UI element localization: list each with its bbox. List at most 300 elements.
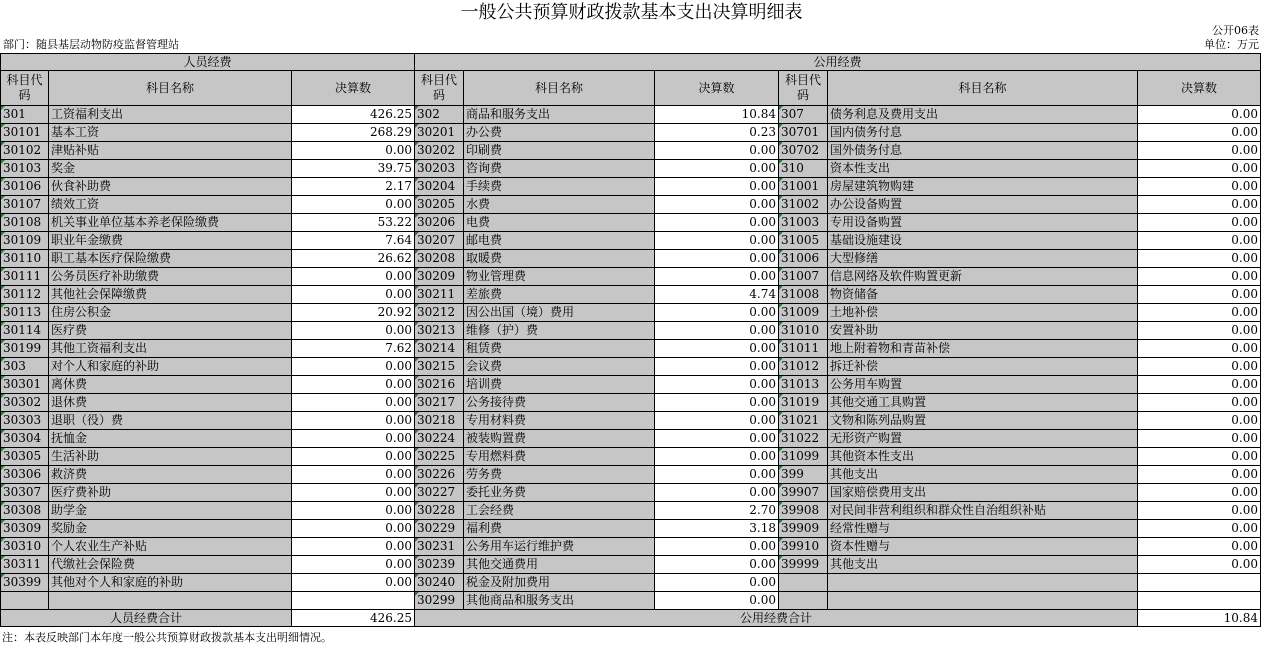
name-cell: 安置补助 [828,322,1138,340]
amount-cell: 26.62 [292,250,415,268]
amount-cell: 0.00 [1138,106,1261,124]
table-row [1,520,1261,538]
amount-cell: 0.00 [655,160,779,178]
name-cell: 津贴补贴 [49,142,292,160]
header-code: 科目代码 [415,71,464,106]
name-cell: 公务员医疗补助缴费 [49,268,292,286]
amount-cell: 0.00 [1138,556,1261,574]
name-cell: 资本性赠与 [828,538,1138,556]
name-cell: 其他社会保障缴费 [49,286,292,304]
code-cell: 30306 [1,466,49,484]
header-amount: 决算数 [292,71,415,106]
code-cell: 39910 [779,538,828,556]
name-cell: 商品和服务支出 [464,106,655,124]
amount-cell: 0.00 [292,196,415,214]
name-cell: 对个人和家庭的补助 [49,358,292,376]
amount-cell: 0.00 [1138,268,1261,286]
amount-cell: 0.00 [655,214,779,232]
code-cell: 30225 [415,448,464,466]
personnel-total-label: 人员经费合计 [1,610,292,627]
code-cell: 30111 [1,268,49,286]
amount-cell: 0.00 [1138,358,1261,376]
table-row [1,142,1261,160]
name-cell: 培训费 [464,376,655,394]
name-cell: 电费 [464,214,655,232]
amount-cell: 0.00 [1138,430,1261,448]
name-cell: 物资储备 [828,286,1138,304]
name-cell: 其他商品和服务支出 [464,592,655,610]
amount-cell: 0.00 [292,394,415,412]
code-cell: 30209 [415,268,464,286]
amount-cell: 2.70 [655,502,779,520]
code-cell: 30303 [1,412,49,430]
code-cell: 30218 [415,412,464,430]
amount-cell: 0.00 [655,484,779,502]
code-cell: 30216 [415,376,464,394]
name-cell: 办公费 [464,124,655,142]
name-cell: 国家赔偿费用支出 [828,484,1138,502]
code-cell: 31012 [779,358,828,376]
name-cell: 大型修缮 [828,250,1138,268]
code-cell: 39999 [779,556,828,574]
code-cell: 310 [779,160,828,178]
table-row [1,340,1261,358]
code-cell: 30399 [1,574,49,592]
table-row [1,124,1261,142]
name-cell: 经常性赠与 [828,520,1138,538]
code-cell: 30304 [1,430,49,448]
code-cell: 31022 [779,430,828,448]
code-cell: 303 [1,358,49,376]
personnel-total-value: 426.25 [292,610,415,627]
name-cell: 专用设备购置 [828,214,1138,232]
name-cell: 住房公积金 [49,304,292,322]
amount-cell: 0.00 [655,142,779,160]
table-row [1,394,1261,412]
table-row [1,196,1261,214]
code-cell: 30204 [415,178,464,196]
amount-cell: 7.64 [292,232,415,250]
amount-cell: 0.00 [655,232,779,250]
amount-cell: 0.00 [655,340,779,358]
name-cell: 生活补助 [49,448,292,466]
public-total-value: 10.84 [1138,610,1261,627]
table-row [1,538,1261,556]
name-cell: 印刷费 [464,142,655,160]
amount-cell: 0.00 [292,358,415,376]
amount-cell: 0.00 [292,142,415,160]
name-cell [828,574,1138,592]
name-cell [828,592,1138,610]
code-cell: 30307 [1,484,49,502]
amount-cell: 0.00 [1138,340,1261,358]
amount-cell: 0.00 [655,430,779,448]
amount-cell: 0.00 [655,538,779,556]
name-cell: 租赁费 [464,340,655,358]
name-cell: 专用材料费 [464,412,655,430]
table-row [1,160,1261,178]
code-cell: 31099 [779,448,828,466]
amount-cell: 0.00 [1138,142,1261,160]
table-row [1,430,1261,448]
name-cell: 专用燃料费 [464,448,655,466]
code-cell [779,592,828,610]
code-cell: 31019 [779,394,828,412]
header-amount: 决算数 [1138,71,1261,106]
code-cell: 30114 [1,322,49,340]
name-cell: 其他交通费用 [464,556,655,574]
amount-cell [292,592,415,610]
amount-cell: 0.00 [655,466,779,484]
code-cell: 30207 [415,232,464,250]
header-code: 科目代码 [1,71,49,106]
amount-cell: 0.00 [655,448,779,466]
group-public: 公用经费 [415,54,1261,71]
amount-cell: 39.75 [292,160,415,178]
code-cell: 30310 [1,538,49,556]
name-cell: 取暖费 [464,250,655,268]
name-cell: 基础设施建设 [828,232,1138,250]
amount-cell: 4.74 [655,286,779,304]
name-cell: 奖金 [49,160,292,178]
table-row [1,268,1261,286]
code-cell: 31006 [779,250,828,268]
table-row [1,484,1261,502]
amount-cell: 0.00 [655,394,779,412]
name-cell: 维修（护）费 [464,322,655,340]
code-cell: 31002 [779,196,828,214]
header-name: 科目名称 [828,71,1138,106]
code-cell: 31009 [779,304,828,322]
table-row [1,412,1261,430]
table-row [1,232,1261,250]
amount-cell: 0.00 [1138,232,1261,250]
code-cell: 39908 [779,502,828,520]
name-cell: 公务用车购置 [828,376,1138,394]
amount-cell: 0.00 [1138,394,1261,412]
amount-cell: 0.00 [1138,196,1261,214]
code-cell: 30214 [415,340,464,358]
name-cell: 水费 [464,196,655,214]
amount-cell: 0.00 [655,250,779,268]
name-cell: 办公设备购置 [828,196,1138,214]
amount-cell: 0.00 [655,178,779,196]
name-cell: 国外债务付息 [828,142,1138,160]
name-cell: 文物和陈列品购置 [828,412,1138,430]
code-cell: 30201 [415,124,464,142]
amount-cell: 0.00 [292,286,415,304]
code-cell: 30208 [415,250,464,268]
code-cell: 30228 [415,502,464,520]
table-row [1,178,1261,196]
table-row [1,304,1261,322]
code-cell: 31001 [779,178,828,196]
table-number: 公开06表 [1212,24,1259,37]
name-cell: 助学金 [49,502,292,520]
name-cell: 福利费 [464,520,655,538]
table-row [1,106,1261,124]
amount-cell: 0.00 [1138,160,1261,178]
amount-cell: 0.00 [655,412,779,430]
code-cell: 30206 [415,214,464,232]
name-cell: 税金及附加费用 [464,574,655,592]
code-cell: 31011 [779,340,828,358]
code-cell: 31003 [779,214,828,232]
amount-cell: 3.18 [655,520,779,538]
amount-cell: 2.17 [292,178,415,196]
code-cell: 30107 [1,196,49,214]
table-row [1,376,1261,394]
code-cell: 30106 [1,178,49,196]
code-cell: 30108 [1,214,49,232]
amount-cell: 0.00 [1138,376,1261,394]
name-cell: 房屋建筑物购建 [828,178,1138,196]
name-cell: 救济费 [49,466,292,484]
code-cell: 30231 [415,538,464,556]
code-cell: 30702 [779,142,828,160]
amount-cell: 0.00 [1138,304,1261,322]
amount-cell: 0.00 [655,358,779,376]
amount-cell: 0.00 [655,376,779,394]
amount-cell: 268.29 [292,124,415,142]
name-cell: 邮电费 [464,232,655,250]
code-cell: 31013 [779,376,828,394]
code-cell: 30215 [415,358,464,376]
code-cell: 30199 [1,340,49,358]
unit-label: 单位：万元 [1204,38,1259,51]
table-row [1,574,1261,592]
amount-cell: 0.00 [1138,178,1261,196]
name-cell: 其他工资福利支出 [49,340,292,358]
code-cell: 302 [415,106,464,124]
amount-cell: 0.00 [655,196,779,214]
amount-cell: 0.00 [292,322,415,340]
amount-cell: 0.00 [655,574,779,592]
amount-cell: 0.00 [1138,520,1261,538]
amount-cell: 0.00 [1138,502,1261,520]
code-cell: 30103 [1,160,49,178]
name-cell: 手续费 [464,178,655,196]
amount-cell: 0.00 [292,448,415,466]
report-title: 一般公共预算财政拨款基本支出决算明细表 [460,2,803,23]
name-cell: 离休费 [49,376,292,394]
code-cell: 30302 [1,394,49,412]
name-cell: 劳务费 [464,466,655,484]
amount-cell: 0.00 [292,502,415,520]
code-cell: 30211 [415,286,464,304]
amount-cell: 0.00 [292,484,415,502]
code-cell [779,574,828,592]
name-cell: 代缴社会保险费 [49,556,292,574]
code-cell: 30112 [1,286,49,304]
name-cell: 其他资本性支出 [828,448,1138,466]
name-cell: 工会经费 [464,502,655,520]
code-cell: 31007 [779,268,828,286]
table-row [1,214,1261,232]
name-cell: 公务用车运行维护费 [464,538,655,556]
name-cell: 信息网络及软件购置更新 [828,268,1138,286]
amount-cell: 0.00 [1138,124,1261,142]
code-cell: 30213 [415,322,464,340]
code-cell: 30212 [415,304,464,322]
code-cell: 30217 [415,394,464,412]
code-cell: 39909 [779,520,828,538]
name-cell: 医疗费 [49,322,292,340]
amount-cell: 0.23 [655,124,779,142]
name-cell: 其他支出 [828,466,1138,484]
amount-cell: 0.00 [292,466,415,484]
amount-cell: 20.92 [292,304,415,322]
table-row [1,466,1261,484]
amount-cell: 0.00 [655,322,779,340]
code-cell: 30701 [779,124,828,142]
table-row [1,322,1261,340]
table-row [1,556,1261,574]
name-cell: 拆迁补偿 [828,358,1138,376]
name-cell: 个人农业生产补贴 [49,538,292,556]
amount-cell: 0.00 [1138,412,1261,430]
name-cell: 国内债务付息 [828,124,1138,142]
name-cell: 奖励金 [49,520,292,538]
amount-cell: 7.62 [292,340,415,358]
name-cell: 其他支出 [828,556,1138,574]
code-cell: 30311 [1,556,49,574]
amount-cell [1138,592,1261,610]
name-cell: 基本工资 [49,124,292,142]
name-cell: 绩效工资 [49,196,292,214]
name-cell: 无形资产购置 [828,430,1138,448]
amount-cell: 0.00 [655,556,779,574]
code-cell: 30226 [415,466,464,484]
name-cell: 退休费 [49,394,292,412]
name-cell: 职业年金缴费 [49,232,292,250]
table-row [1,448,1261,466]
code-cell [1,592,49,610]
code-cell: 30227 [415,484,464,502]
amount-cell: 0.00 [1138,250,1261,268]
name-cell: 对民间非营利组织和群众性自治组织补贴 [828,502,1138,520]
table-row [1,358,1261,376]
code-cell: 30203 [415,160,464,178]
amount-cell: 0.00 [1138,448,1261,466]
amount-cell: 0.00 [1138,538,1261,556]
code-cell: 30305 [1,448,49,466]
amount-cell: 0.00 [1138,286,1261,304]
code-cell: 31008 [779,286,828,304]
code-cell: 30229 [415,520,464,538]
name-cell: 会议费 [464,358,655,376]
amount-cell: 10.84 [655,106,779,124]
code-cell: 31010 [779,322,828,340]
name-cell: 机关事业单位基本养老保险缴费 [49,214,292,232]
code-cell: 399 [779,466,828,484]
name-cell: 被装购置费 [464,430,655,448]
footnote: 注：本表反映部门本年度一般公共预算财政拨款基本支出明细情况。 [2,631,332,644]
code-cell: 30309 [1,520,49,538]
amount-cell: 0.00 [292,430,415,448]
name-cell: 其他交通工具购置 [828,394,1138,412]
code-cell: 30239 [415,556,464,574]
name-cell: 医疗费补助 [49,484,292,502]
column-header-row [1,71,1261,106]
amount-cell: 0.00 [292,556,415,574]
code-cell: 30308 [1,502,49,520]
code-cell: 31005 [779,232,828,250]
code-cell: 30240 [415,574,464,592]
code-cell: 30110 [1,250,49,268]
header-name: 科目名称 [49,71,292,106]
amount-cell: 0.00 [1138,466,1261,484]
amount-cell: 426.25 [292,106,415,124]
amount-cell [1138,574,1261,592]
header-code: 科目代码 [779,71,828,106]
code-cell: 31021 [779,412,828,430]
name-cell: 土地补偿 [828,304,1138,322]
name-cell: 差旅费 [464,286,655,304]
amount-cell: 0.00 [292,376,415,394]
code-cell: 307 [779,106,828,124]
expenditure-table [0,53,1261,627]
name-cell: 委托业务费 [464,484,655,502]
name-cell: 咨询费 [464,160,655,178]
code-cell: 30299 [415,592,464,610]
header-name: 科目名称 [464,71,655,106]
amount-cell: 0.00 [292,538,415,556]
name-cell: 职工基本医疗保险缴费 [49,250,292,268]
name-cell: 公务接待费 [464,394,655,412]
amount-cell: 0.00 [1138,214,1261,232]
code-cell: 30205 [415,196,464,214]
code-cell: 30113 [1,304,49,322]
group-header-row [1,54,1261,71]
amount-cell: 0.00 [655,268,779,286]
name-cell: 债务利息及费用支出 [828,106,1138,124]
table-row [1,286,1261,304]
code-cell: 301 [1,106,49,124]
name-cell: 退职（役）费 [49,412,292,430]
name-cell: 伙食补助费 [49,178,292,196]
table-row [1,250,1261,268]
name-cell: 其他对个人和家庭的补助 [49,574,292,592]
amount-cell: 0.00 [292,574,415,592]
code-cell: 30224 [415,430,464,448]
public-total-label: 公用经费合计 [415,610,1138,627]
name-cell: 因公出国（境）费用 [464,304,655,322]
amount-cell: 0.00 [1138,322,1261,340]
amount-cell: 0.00 [292,412,415,430]
name-cell [49,592,292,610]
name-cell: 地上附着物和青苗补偿 [828,340,1138,358]
totals-row [1,610,1261,627]
name-cell: 资本性支出 [828,160,1138,178]
amount-cell: 0.00 [1138,484,1261,502]
code-cell: 30202 [415,142,464,160]
code-cell: 30109 [1,232,49,250]
amount-cell: 53.22 [292,214,415,232]
name-cell: 抚恤金 [49,430,292,448]
group-personnel: 人员经费 [1,54,415,71]
name-cell: 工资福利支出 [49,106,292,124]
code-cell: 30301 [1,376,49,394]
table-row [1,592,1261,610]
code-cell: 30101 [1,124,49,142]
code-cell: 30102 [1,142,49,160]
amount-cell: 0.00 [655,304,779,322]
code-cell: 39907 [779,484,828,502]
table-row [1,502,1261,520]
amount-cell: 0.00 [655,592,779,610]
amount-cell: 0.00 [292,520,415,538]
